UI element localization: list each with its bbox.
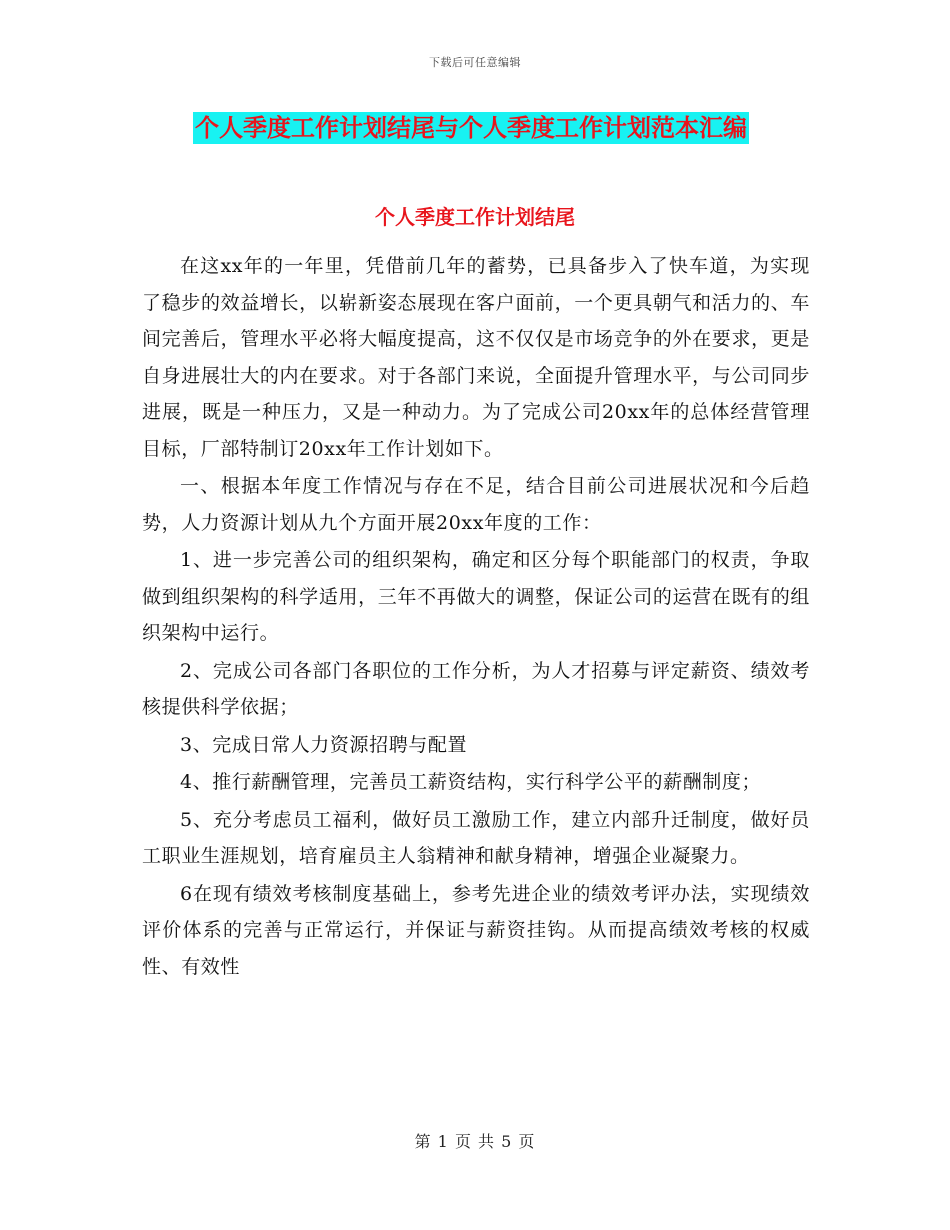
header-note: 下载后可任意编辑 xyxy=(429,56,521,69)
paragraph-item-4: 4、推行薪酬管理，完善员工薪资结构，实行科学公平的薪酬制度； xyxy=(180,771,762,793)
section-title: 个人季度工作计划结尾 xyxy=(375,205,575,229)
body-text xyxy=(142,248,810,986)
paragraph-intro: 在这xx年的一年里，凭借前几年的蓄势，已具备步入了快车道，为实现了稳步的效益增长，以崭新姿态展现在客户面前，一个更具朝气和活力的、车间完善后，管理水平必将大幅度提高，这不仅仅是市场竞争的外在要求，更是自身进展壮大的内在要求。对于各部门来说，全面提升管理水平，与公司同步进展，既是一种压力，又是一种动力。为了完成公司20xx年的总体经营管理目标，厂部特制订20xx年工作计划如下。 xyxy=(142,255,810,460)
paragraph-item-5: 5、充分考虑员工福利，做好员工激励工作，建立内部升迁制度，做好员工职业生涯规划，培育雇员主人翁精神和献身精神，增强企业凝聚力。 xyxy=(142,808,810,867)
paragraph-item-6: 6在现有绩效考核制度基础上，参考先进企业的绩效考评办法，实现绩效评价体系的完善与正常运行，并保证与薪资挂钩。从而提高绩效考核的权威性、有效性 xyxy=(142,882,810,978)
paragraph-item-overview: 一、根据本年度工作情况与存在不足，结合目前公司进展状况和今后趋势，人力资源计划从九个方面开展20xx年度的工作： xyxy=(142,475,810,534)
paragraph-item-2: 2、完成公司各部门各职位的工作分析，为人才招募与评定薪资、绩效考核提供科学依据； xyxy=(142,659,810,718)
paragraph-item-1: 1、进一步完善公司的组织架构，确定和区分每个职能部门的权责，争取做到组织架构的科学适用，三年不再做大的调整，保证公司的运营在既有的组织架构中运行。 xyxy=(142,549,810,644)
page-footer: 第 1 页 共 5 页 xyxy=(414,1132,536,1151)
document-title: 个人季度工作计划结尾与个人季度工作计划范本汇编 xyxy=(195,113,747,142)
paragraph-item-3: 3、完成日常人力资源招聘与配置 xyxy=(180,733,468,756)
